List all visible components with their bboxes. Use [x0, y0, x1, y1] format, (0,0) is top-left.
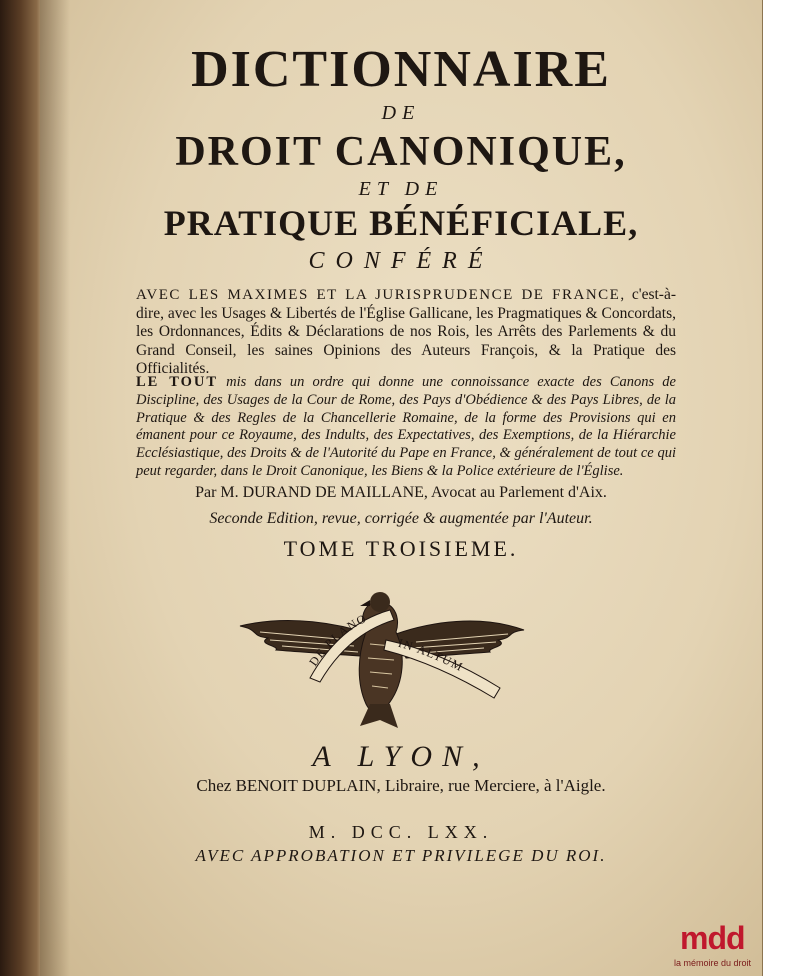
imprint-city: A LYON, [312, 740, 490, 773]
volume-line: TOME TROISIEME. [283, 536, 519, 561]
description-lead: LE TOUT [136, 374, 219, 390]
title-pratique-beneficiale: PRATIQUE BÉNÉFICIALE, [163, 203, 639, 243]
title-page [40, 0, 763, 976]
subtitle-caps: AVEC LES MAXIMES ET LA JURISPRUDENCE DE FRANCE, [136, 287, 626, 303]
title-et-de: ET DE [358, 178, 444, 200]
imprint-approbation: AVEC APPROBATION ET PRIVILEGE DU ROI. [195, 846, 607, 865]
author-line: Par M. DURAND DE MAILLANE, Avocat au Parlement d'Aix. [195, 484, 607, 501]
subtitle-paragraph [136, 286, 676, 379]
eagle-icon [220, 574, 540, 734]
imprint-publisher: Chez BENOIT DUPLAIN, Libraire, rue Merciere, à l'Aigle. [196, 776, 606, 795]
mdd-logo [672, 918, 782, 974]
description-paragraph [136, 374, 676, 481]
imprint-date: M. DCC. LXX. [308, 822, 494, 842]
motto-right: IN ALTUM [396, 635, 467, 675]
title-de: DE [381, 102, 421, 124]
logo-tagline: la mémoire du droit [674, 958, 752, 968]
subtitle-text: c'est-à-dire, avec les Usages & Libertés de l'Église Gallicane, les Pragmatiques & Concordats, les Ordonnances, Édits & Déclarations de nos Rois, les Arrêts des Parlements & du Grand Conseil, les saines Opinions des Auteurs François, & la Pratique des Officialités. [136, 286, 677, 377]
title-confere: CONFÉRÉ [308, 248, 494, 274]
motto-left: DE PLANO [306, 610, 370, 669]
title-dictionnaire: DICTIONNAIRE [191, 41, 611, 98]
title-droit-canonique: DROIT CANONIQUE, [175, 129, 627, 175]
logo-mark: mdd [680, 920, 745, 956]
edition-line: Seconde Edition, revue, corrigée & augmentée par l'Auteur. [209, 510, 593, 527]
description-text: mis dans un ordre qui donne une connoissance exacte des Canons de Discipline, des Usages de la Cour de Rome, des Pays d'Obédience & des Pays Libres, de la Pratique & des Regles de la Chancellerie Romaine, de la forme des Provisions qui en émanent pour ce Royaume, des Indults, des Expectatives, des Exemptions, de la Hiérarchie Ecclésiastique, des Droits & de l'Autorité du Pape en France, & généralement de tout ce qui peut regarder, dans le Droit Canonique, les Biens & la Police extérieure de l'Église. [136, 374, 676, 479]
